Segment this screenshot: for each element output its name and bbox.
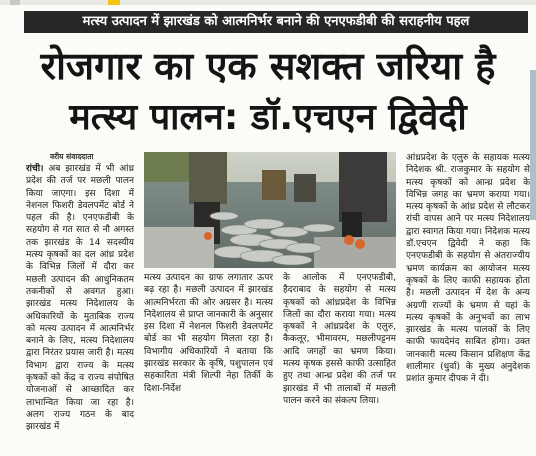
article-column-1 [26, 163, 134, 453]
strip-icon-right [108, 0, 120, 5]
column-1-text: अब झारखंड में भी आंध्र प्रदेश की तर्ज पर मछली पालन किया जाएगा। इस दिशा में नेशनल फिशरी डेवलपमेंट बोर्ड ने पहल की है। एनएफडीबी के सहयोग से गत सात से नौ अगस्त तक झारखंड के 14 सदस्यीय मत्स्य कृषकों का दल आंध्र प्रदेश के विभिन्न जिलों में दौरा कर मछली उत्पादन की आधुनिकतम तकनीकों से अवगत हुआ। झारखंड मत्स्य निदेशालय के अधिकारियों के मुताबिक राज्य को मत्स्य उत्पादन में आत्मनिर्भर बनाने के लिए, मत्स्य निदेशालय द्वारा निरंतर प्रयास जारी है। मत्स्य विभाग द्वारा राज्य के मत्स्य कृषकों को केंद्र व राज्य संपोषित योजनाओं से आच्छादित कर लाभान्वित किया जा रहा है। अलग राज्य गठन के बाद झारखंड में [26, 164, 134, 433]
fish-harvest-photo [144, 152, 396, 268]
headline-line-2: मत्स्य पालन: डॉ.एचएन द्विवेदी [69, 97, 467, 138]
article-column-3: के आलोक में एनएफडीबी, हैदराबाद के सहयोग से मत्स्य कृषकों को आंध्रप्रदेश के विभिन्न जिलों का दौरा कराया गया। मत्स्य कृषकों ने आंध्रप्रदेश के एलुरु, कैकलूर, भीमावरम, मछलीपट्टनम आदि जगहों का भ्रमण किया। मत्स्य कृषक इससे काफी उत्साहित हुए तथा आन्ध्र प्रदेश की तर्ज पर झारखंड में भी तालाबों में मछली पालन करने का संकल्प लिया। [283, 273, 396, 406]
headline-line-1: रोजगार का एक सशक्त जरिया है [40, 44, 496, 88]
masthead-strip [0, 0, 536, 5]
article-column-4: आंध्रप्रदेश के एलुरु के सहायक मत्स्य निदेशक श्री. राजकुमार के सहयोग से मत्स्य कृषकों को आन्ध्र प्रदेश के विभिन्न जगह का भ्रमण कराया गया। मत्स्य कृषकों के आंध्र प्रदेश से लौटकर रांची वापस आने पर मत्स्य निदेशालय द्वारा स्वागत किया गया। निदेशक मत्स्य डॉ.एचएन द्विवेदी ने कहा कि एनएफडीबी के सहयोग से अंतराज्यीय भ्रमण कार्यक्रम का आयोजन मत्स्य कृषकों के लिए काफी सहायक होता है। मछली उत्पादन में देश के अन्य अग्रणी राज्यों के भ्रमण से यहां के मत्स्य कृषकों के अनुभवों का लाभ झारखंड के मत्स्य पालकों के लिए काफी फायदेमंद साबित होगा। उक्त जानकारी मत्स्य किसान प्रशिक्षण केंद्र शालीमार (धुर्वा) के मुख्य अनुदेशक प्रशांत कुमार दीपक ने दी। [406, 153, 530, 385]
adjacent-article-edge [530, 70, 536, 220]
dateline: रांची। [26, 164, 44, 174]
overline-kicker: मत्स्य उत्पादन में झारखंड को आत्मनिर्भर बनाने की एनएफडीबी की सराहनीय पहल [24, 11, 528, 33]
article-column-2: मत्स्य उत्पादन का ग्राफ लगातार ऊपर बढ़ रहा है। मछली उत्पादन में झारखंड आत्मनिर्भरता की ओर अग्रसर है। मत्स्य निदेशालय से प्राप्त जानकारी के अनुसार इस दिशा में नेशनल फिशरी डेवलपमेंट बोर्ड का भी सहयोग मिलता रहा है। विभागीय अधिकारियों ने बताया कि झारखंड सरकार के कृषि, पशुपालन एवं सहकारिता मंत्री शिल्पी नेहा तिर्की के दिशा-निर्देश [144, 273, 273, 394]
strip-icon-left [10, 0, 20, 5]
byline: वरीय संवाददाता [50, 152, 94, 161]
